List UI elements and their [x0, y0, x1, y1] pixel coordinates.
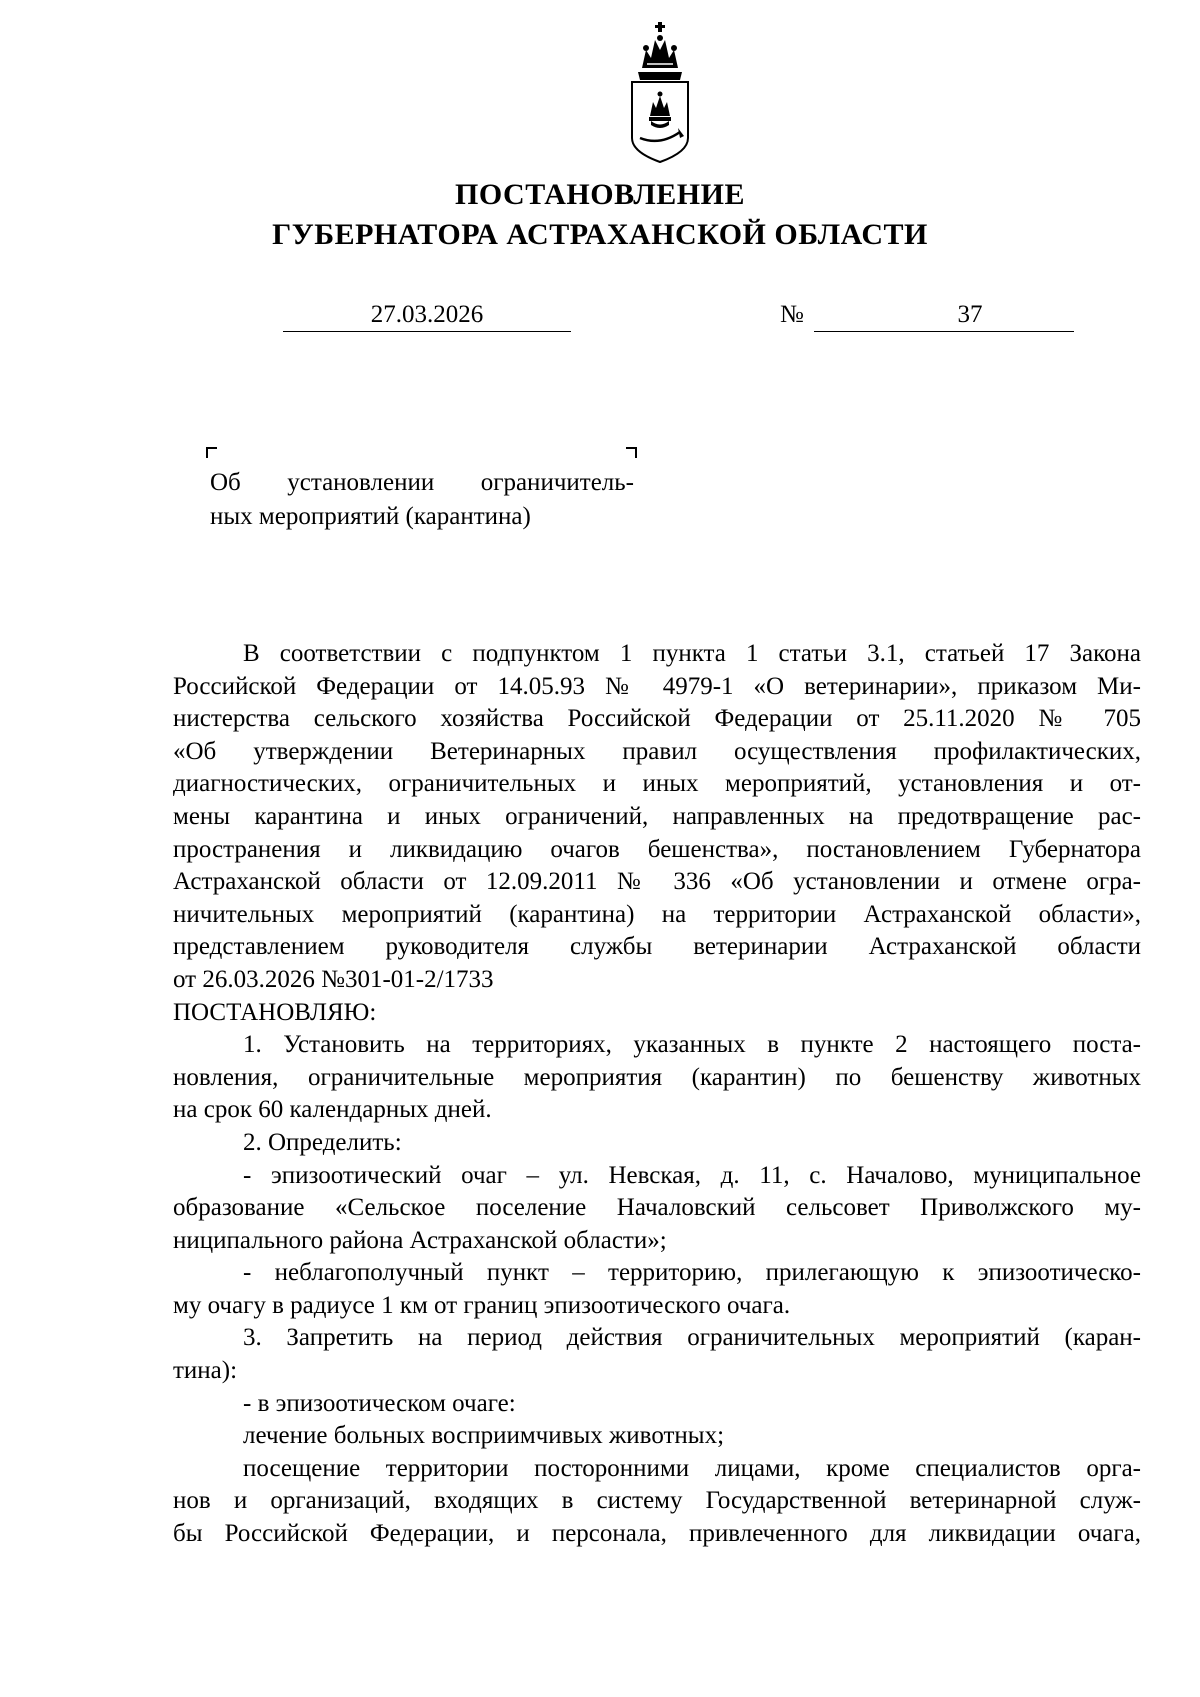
text-line: посещение территории посторонними лицами, кроме специалистов орга- — [243, 1454, 1141, 1482]
item-3-focus-title: - в эпизоотическом очаге: — [243, 1389, 516, 1417]
text-line: му очагу в радиусе 1 км от границ эпизоотического очага. — [173, 1291, 791, 1319]
issuer-title: ГУБЕРНАТОРА АСТРАХАНСКОЙ ОБЛАСТИ — [272, 218, 928, 251]
text-line: бы Российской Федерации, и персонала, привлеченного для ликвидации очага, — [173, 1520, 1141, 1548]
text-line: нистерства сельского хозяйства Российской Федерации от 25.11.2020 № 705 — [173, 705, 1141, 733]
text-line: Астраханской области от 12.09.2011 № 336 «Об установлении и отмене огра- — [173, 868, 1141, 896]
document-type-title: ПОСТАНОВЛЕНИЕ — [455, 178, 745, 211]
text-line: Российской Федерации от 14.05.93 № 4979-1 «О ветеринарии», приказом Ми- — [173, 672, 1141, 700]
item-1 — [173, 1029, 1141, 1127]
text-line: - эпизоотический очаг – ул. Невская, д. 11, с. Началово, муниципальное — [243, 1161, 1141, 1189]
subject-corner-left — [206, 447, 217, 458]
subject-line: ных мероприятий (карантина) — [210, 503, 531, 530]
document-date: 27.03.2026 — [283, 300, 571, 332]
text-line: В соответствии с подпунктом 1 пункта 1 статьи 3.1, статьей 17 Закона — [243, 640, 1141, 667]
decree-word: ПОСТАНОВЛЯЮ: — [173, 998, 377, 1026]
text-line: от 26.03.2026 №301-01-2/1733 — [173, 965, 494, 993]
coat-of-arms-icon — [620, 20, 700, 170]
item-2-title: 2. Определить: — [243, 1128, 402, 1156]
text-line: 1. Установить на территориях, указанных в пункте 2 настоящего поста- — [243, 1031, 1141, 1059]
number-sign: № — [780, 301, 804, 328]
subject-corner-right — [626, 447, 637, 458]
text-line: нов и организаций, входящих в систему Государственной ветеринарной служ- — [173, 1487, 1141, 1515]
text-line: пространения и ликвидацию очагов бешенства», постановлением Губернатора — [173, 835, 1141, 863]
document-subject — [210, 466, 634, 534]
text-line: - неблагополучный пункт – территорию, прилегающую к эпизоотическо- — [243, 1259, 1141, 1287]
item-3-treatment: лечение больных восприимчивых животных; — [243, 1422, 725, 1450]
item-2-point — [173, 1257, 1141, 1322]
text-line: «Об утверждении Ветеринарных правил осуществления профилактических, — [173, 737, 1141, 765]
preamble — [173, 638, 1141, 997]
text-line: ниципального района Астраханской области»; — [173, 1226, 667, 1254]
item-3 — [173, 1322, 1141, 1387]
text-line: 3. Запретить на период действия ограничительных мероприятий (каран- — [243, 1324, 1141, 1352]
item-2-focus — [173, 1160, 1141, 1258]
text-line: ничительных мероприятий (карантина) на территории Астраханской области», — [173, 900, 1141, 928]
text-line: образование «Сельское поселение Началовский сельсовет Приволжского му- — [173, 1194, 1141, 1222]
subject-line: Об установлении ограничитель- — [210, 469, 634, 496]
text-line: на срок 60 календарных дней. — [173, 1096, 492, 1124]
document-number-field — [814, 300, 1074, 332]
text-line: тина): — [173, 1357, 238, 1385]
text-line: новления, ограничительные мероприятия (карантин) по бешенству животных — [173, 1063, 1141, 1091]
document-number: 37 — [957, 301, 983, 328]
text-line: мены карантина и иных ограничений, направленных на предотвращение рас- — [173, 802, 1141, 830]
item-3-visit — [173, 1453, 1141, 1551]
text-line: диагностических, ограничительных и иных мероприятий, установления и от- — [173, 770, 1141, 798]
text-line: представлением руководителя службы ветеринарии Астраханской области — [173, 933, 1141, 961]
document-body — [173, 638, 1141, 1551]
